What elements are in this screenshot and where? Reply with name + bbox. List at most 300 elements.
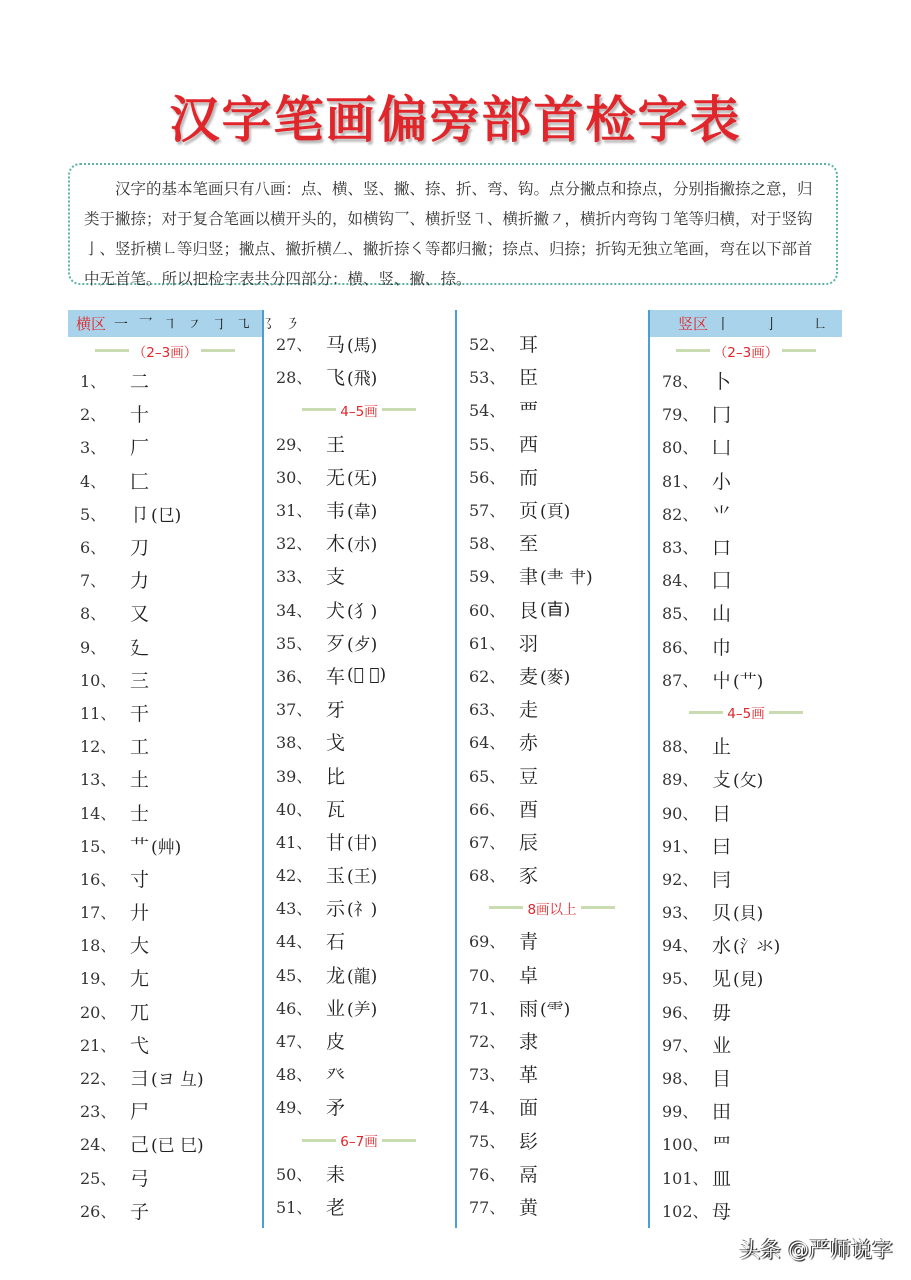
radical-entry bbox=[264, 460, 454, 493]
entry-number: 19、 bbox=[80, 969, 117, 989]
radical-char: 罒 bbox=[712, 1134, 732, 1157]
radical-entry bbox=[650, 1161, 842, 1194]
radical-entry bbox=[68, 696, 262, 729]
radical-entry bbox=[650, 1194, 842, 1227]
radical-entry bbox=[68, 1028, 262, 1061]
entry-number: 42、 bbox=[276, 866, 313, 886]
radical-entry bbox=[264, 1090, 454, 1123]
radical-entry bbox=[457, 1057, 647, 1090]
radical-char: 西 bbox=[519, 433, 539, 456]
radical-variant: (氵氺) bbox=[733, 937, 781, 958]
radical-char: 士 bbox=[130, 802, 150, 825]
radical-variant: (攵) bbox=[733, 771, 764, 792]
entry-number: 10、 bbox=[80, 670, 117, 690]
radical-char: 鬲 bbox=[519, 1163, 539, 1186]
radical-entry bbox=[264, 427, 454, 460]
entry-number: 45、 bbox=[276, 965, 313, 985]
radical-char: 至 bbox=[519, 533, 539, 556]
entry-number: 2、 bbox=[80, 405, 107, 425]
radical-entry bbox=[457, 758, 647, 791]
entry-number: 101、 bbox=[662, 1168, 709, 1188]
entry-number: 23、 bbox=[80, 1102, 117, 1122]
radical-char: 廴 bbox=[130, 636, 150, 659]
entry-number: 59、 bbox=[469, 567, 506, 587]
entry-number: 57、 bbox=[469, 501, 506, 521]
radical-entry bbox=[457, 1157, 647, 1190]
entry-number: 86、 bbox=[662, 637, 699, 657]
zone-label: 竖区 bbox=[678, 315, 709, 333]
radical-entry bbox=[68, 829, 262, 862]
radical-entry bbox=[68, 895, 262, 928]
entry-number: 26、 bbox=[80, 1201, 117, 1221]
entry-number: 63、 bbox=[469, 700, 506, 720]
entry-number: 7、 bbox=[80, 571, 107, 591]
radical-entry bbox=[264, 559, 454, 592]
radical-char: 厂 bbox=[130, 437, 150, 460]
radical-variant: (ヨ 彑) bbox=[151, 1070, 204, 1091]
radical-entry bbox=[264, 1190, 454, 1223]
zone-strokes: 丨 亅 ㇗ bbox=[716, 316, 827, 333]
radical-entry bbox=[68, 762, 262, 795]
entry-number: 35、 bbox=[276, 633, 313, 653]
entry-number: 33、 bbox=[276, 567, 313, 587]
entry-number: 87、 bbox=[662, 670, 699, 690]
entry-number: 50、 bbox=[276, 1164, 313, 1184]
radical-char: 韦 bbox=[326, 500, 346, 523]
entry-number: 96、 bbox=[662, 1002, 699, 1022]
divider-bar bbox=[302, 408, 336, 411]
radical-char: 力 bbox=[130, 570, 150, 593]
radical-char: 水 bbox=[712, 935, 732, 958]
radical-char: 王 bbox=[326, 433, 346, 456]
entry-number: 5、 bbox=[80, 504, 107, 524]
radical-entry bbox=[264, 493, 454, 526]
radical-variant: (⺾) bbox=[733, 671, 764, 692]
radical-entry bbox=[457, 792, 647, 825]
entry-number: 41、 bbox=[276, 832, 313, 852]
entry-number: 79、 bbox=[662, 405, 699, 425]
entry-number: 74、 bbox=[469, 1098, 506, 1118]
radical-char: 页 bbox=[519, 500, 539, 523]
radical-char: 囗 bbox=[712, 570, 732, 593]
radical-char: 弓 bbox=[130, 1167, 150, 1190]
radical-char: 青 bbox=[519, 931, 539, 954]
entry-number: 83、 bbox=[662, 538, 699, 558]
radical-char: 比 bbox=[326, 765, 346, 788]
radical-char: 彐 bbox=[130, 1068, 150, 1091]
divider-bar bbox=[689, 711, 723, 714]
radical-entry bbox=[457, 1124, 647, 1157]
entry-number: 39、 bbox=[276, 766, 313, 786]
radical-char: 业 bbox=[326, 997, 346, 1020]
radical-variant: (見) bbox=[733, 970, 764, 991]
entry-number: 94、 bbox=[662, 936, 699, 956]
radical-char: 子 bbox=[130, 1200, 150, 1223]
entry-number: 71、 bbox=[469, 998, 506, 1018]
entry-number: 1、 bbox=[80, 372, 107, 392]
radical-char: 卓 bbox=[519, 964, 539, 987]
radical-variant: (頁) bbox=[540, 502, 571, 523]
radical-char: 业 bbox=[712, 1034, 732, 1057]
entry-number: 21、 bbox=[80, 1035, 117, 1055]
radical-entry bbox=[650, 430, 842, 463]
radical-char: 玉 bbox=[326, 865, 346, 888]
divider-bar bbox=[95, 349, 129, 352]
radical-entry bbox=[264, 1024, 454, 1057]
radical-entry bbox=[68, 464, 262, 497]
radical-char: 豆 bbox=[519, 765, 539, 788]
entry-number: 98、 bbox=[662, 1069, 699, 1089]
radical-entry bbox=[457, 460, 647, 493]
radical-char: 屮 bbox=[712, 669, 732, 692]
entry-number: 43、 bbox=[276, 899, 313, 919]
radical-entry bbox=[457, 559, 647, 592]
radical-char: 矛 bbox=[326, 1097, 346, 1120]
radical-entry bbox=[68, 663, 262, 696]
column-2 bbox=[264, 327, 454, 1223]
entry-number: 84、 bbox=[662, 571, 699, 591]
entry-number: 18、 bbox=[80, 936, 117, 956]
entry-number: 58、 bbox=[469, 534, 506, 554]
radical-char: 干 bbox=[130, 702, 150, 725]
radical-entry bbox=[264, 924, 454, 957]
radical-char: 又 bbox=[130, 603, 150, 626]
radical-char: 土 bbox=[130, 769, 150, 792]
radical-char: 冂 bbox=[712, 404, 732, 427]
entry-number: 91、 bbox=[662, 836, 699, 856]
radical-char: 凵 bbox=[712, 437, 732, 460]
radical-entry bbox=[457, 659, 647, 692]
radical-variant: (貝) bbox=[733, 904, 764, 925]
entry-number: 40、 bbox=[276, 799, 313, 819]
radical-char: 艹 bbox=[130, 835, 150, 858]
entry-number: 55、 bbox=[469, 434, 506, 454]
radical-variant: (⺻ 肀) bbox=[540, 568, 593, 589]
radical-char: 癶 bbox=[326, 1064, 346, 1087]
radical-entry bbox=[650, 397, 842, 430]
radical-char: 匚 bbox=[130, 470, 150, 493]
radical-char: 日 bbox=[712, 802, 732, 825]
entry-number: 89、 bbox=[662, 770, 699, 790]
entry-number: 4、 bbox=[80, 471, 107, 491]
divider-bar bbox=[302, 1139, 336, 1142]
radical-char: 雨 bbox=[519, 997, 539, 1020]
section-label: 4–5画 bbox=[340, 403, 378, 420]
entry-number: 3、 bbox=[80, 438, 107, 458]
radical-char: ⺌ bbox=[712, 503, 732, 526]
divider-bar bbox=[489, 906, 523, 909]
radical-entry bbox=[650, 563, 842, 596]
entry-number: 17、 bbox=[80, 903, 117, 923]
entry-number: 75、 bbox=[469, 1131, 506, 1151]
radical-char: 口 bbox=[712, 537, 732, 560]
radical-variant: (艸) bbox=[151, 837, 182, 858]
entry-number: 81、 bbox=[662, 471, 699, 491]
radical-char: 走 bbox=[519, 699, 539, 722]
radical-entry bbox=[457, 526, 647, 559]
watermark: 头条 @严师说字 bbox=[739, 1238, 893, 1262]
radical-entry bbox=[457, 858, 647, 891]
radical-entry bbox=[650, 895, 842, 928]
section-label: 6–7画 bbox=[340, 1134, 378, 1151]
radical-entry bbox=[68, 1127, 262, 1160]
radical-char: 龙 bbox=[326, 964, 346, 987]
entry-number: 13、 bbox=[80, 770, 117, 790]
radical-char: 田 bbox=[712, 1101, 732, 1124]
radical-char: 艮 bbox=[519, 599, 539, 622]
entry-number: 25、 bbox=[80, 1168, 117, 1188]
radical-variant: (⻗) bbox=[540, 999, 571, 1020]
radical-char: 工 bbox=[130, 736, 150, 759]
radical-variant: (𠂡 車) bbox=[347, 665, 387, 686]
divider-bar bbox=[782, 349, 816, 352]
radical-char: 三 bbox=[130, 669, 150, 692]
radical-char: 隶 bbox=[519, 1031, 539, 1054]
radical-char: 兀 bbox=[130, 1001, 150, 1024]
radical-entry bbox=[457, 692, 647, 725]
radical-variant: (已 巳) bbox=[151, 1136, 204, 1157]
entry-number: 54、 bbox=[469, 401, 506, 421]
radical-entry bbox=[457, 393, 647, 426]
radical-char: 山 bbox=[712, 603, 732, 626]
radical-entry bbox=[68, 530, 262, 563]
radical-entry bbox=[457, 991, 647, 1024]
radical-variant: (⺶) bbox=[347, 999, 378, 1020]
entry-number: 64、 bbox=[469, 733, 506, 753]
radical-entry bbox=[68, 596, 262, 629]
radical-variant: (歺) bbox=[347, 634, 378, 655]
radical-char: 车 bbox=[326, 665, 346, 688]
radical-entry bbox=[68, 630, 262, 663]
radical-char: 而 bbox=[519, 466, 539, 489]
radical-variant: (王) bbox=[347, 867, 378, 888]
stroke-count-section bbox=[457, 891, 647, 924]
radical-entry bbox=[650, 464, 842, 497]
radical-entry bbox=[457, 958, 647, 991]
radical-entry bbox=[650, 961, 842, 994]
radical-entry bbox=[68, 995, 262, 1028]
divider-bar bbox=[769, 711, 803, 714]
radical-char: 飞 bbox=[326, 367, 346, 390]
entry-number: 95、 bbox=[662, 969, 699, 989]
radical-entry bbox=[264, 1157, 454, 1190]
entry-number: 61、 bbox=[469, 633, 506, 653]
radical-char: 歹 bbox=[326, 632, 346, 655]
entry-number: 100、 bbox=[662, 1135, 709, 1155]
radical-entry bbox=[457, 1190, 647, 1223]
radical-char: 弋 bbox=[130, 1034, 150, 1057]
entry-number: 20、 bbox=[80, 1002, 117, 1022]
radical-entry bbox=[68, 928, 262, 961]
entry-number: 51、 bbox=[276, 1197, 313, 1217]
radical-variant: (犭) bbox=[347, 601, 378, 622]
stroke-count-section bbox=[264, 393, 454, 426]
entry-number: 90、 bbox=[662, 803, 699, 823]
entry-number: 73、 bbox=[469, 1065, 506, 1085]
radical-char: 酉 bbox=[519, 798, 539, 821]
radical-entry bbox=[457, 360, 647, 393]
radical-entry bbox=[264, 858, 454, 891]
entry-number: 34、 bbox=[276, 600, 313, 620]
radical-entry bbox=[457, 825, 647, 858]
radical-char: 臣 bbox=[519, 367, 539, 390]
radical-entry bbox=[68, 961, 262, 994]
radical-char: 甘 bbox=[326, 831, 346, 854]
stroke-count-section bbox=[650, 337, 842, 364]
radical-entry bbox=[68, 795, 262, 828]
radical-entry bbox=[264, 825, 454, 858]
entry-number: 60、 bbox=[469, 600, 506, 620]
radical-char: 小 bbox=[712, 470, 732, 493]
entry-number: 77、 bbox=[469, 1197, 506, 1217]
radical-char: 赤 bbox=[519, 732, 539, 755]
radical-entry bbox=[264, 991, 454, 1024]
radical-entry bbox=[457, 427, 647, 460]
radical-variant: (麥) bbox=[540, 667, 571, 688]
section-label: 8画以上 bbox=[527, 901, 577, 918]
radical-char: 寸 bbox=[130, 868, 150, 891]
entry-number: 66、 bbox=[469, 799, 506, 819]
entry-number: 69、 bbox=[469, 932, 506, 952]
radical-entry bbox=[650, 762, 842, 795]
radical-char: 攴 bbox=[712, 769, 732, 792]
radical-char: 支 bbox=[326, 566, 346, 589]
radical-entry bbox=[68, 563, 262, 596]
radical-entry bbox=[264, 626, 454, 659]
entry-number: 102、 bbox=[662, 1201, 709, 1221]
entry-number: 9、 bbox=[80, 637, 107, 657]
entry-number: 82、 bbox=[662, 504, 699, 524]
stroke-count-section bbox=[650, 696, 842, 729]
radical-entry bbox=[650, 497, 842, 530]
radical-entry bbox=[68, 1061, 262, 1094]
entry-number: 46、 bbox=[276, 998, 313, 1018]
radical-char: 尢 bbox=[130, 968, 150, 991]
radical-entry bbox=[650, 663, 842, 696]
zone-header bbox=[650, 310, 842, 337]
radical-entry bbox=[68, 1194, 262, 1227]
entry-number: 12、 bbox=[80, 737, 117, 757]
radical-char: 豕 bbox=[519, 865, 539, 888]
entry-number: 68、 bbox=[469, 866, 506, 886]
radical-entry bbox=[264, 659, 454, 692]
entry-number: 11、 bbox=[80, 703, 117, 723]
radical-entry bbox=[457, 626, 647, 659]
entry-number: 29、 bbox=[276, 434, 313, 454]
entry-number: 36、 bbox=[276, 666, 313, 686]
page-title: 汉字笔画偏旁部首检字表 bbox=[169, 90, 742, 149]
radical-entry bbox=[264, 958, 454, 991]
stroke-count-section bbox=[264, 1124, 454, 1157]
radical-entry bbox=[264, 891, 454, 924]
radical-variant: (馬) bbox=[347, 336, 378, 357]
radical-char: 十 bbox=[130, 404, 150, 427]
entry-number: 24、 bbox=[80, 1135, 117, 1155]
entry-number: 14、 bbox=[80, 803, 117, 823]
radical-char: 髟 bbox=[519, 1130, 539, 1153]
radical-entry bbox=[650, 928, 842, 961]
radical-char: 止 bbox=[712, 736, 732, 759]
radical-char: 巾 bbox=[712, 636, 732, 659]
radical-entry bbox=[457, 593, 647, 626]
entry-number: 28、 bbox=[276, 368, 313, 388]
entry-number: 30、 bbox=[276, 467, 313, 487]
radical-char: 革 bbox=[519, 1064, 539, 1087]
entry-number: 52、 bbox=[469, 335, 506, 355]
radical-variant: (韋) bbox=[347, 502, 378, 523]
entry-number: 88、 bbox=[662, 737, 699, 757]
entry-number: 22、 bbox=[80, 1069, 117, 1089]
entry-number: 47、 bbox=[276, 1032, 313, 1052]
entry-number: 27、 bbox=[276, 335, 313, 355]
section-label: （2–3画） bbox=[132, 344, 198, 361]
radical-entry bbox=[264, 1057, 454, 1090]
radical-variant: (甘) bbox=[347, 833, 378, 854]
entry-number: 56、 bbox=[469, 467, 506, 487]
radical-entry bbox=[68, 729, 262, 762]
section-label: 4–5画 bbox=[727, 706, 765, 723]
radical-char: 老 bbox=[326, 1196, 346, 1219]
radical-entry bbox=[264, 360, 454, 393]
radical-char: 聿 bbox=[519, 566, 539, 589]
radical-char: 麦 bbox=[519, 665, 539, 688]
radical-char: 尸 bbox=[130, 1101, 150, 1124]
radical-entry bbox=[650, 829, 842, 862]
entry-number: 49、 bbox=[276, 1098, 313, 1118]
radical-char: 覀 bbox=[519, 400, 539, 423]
divider-bar bbox=[382, 408, 416, 411]
radical-entry bbox=[264, 725, 454, 758]
entry-number: 78、 bbox=[662, 372, 699, 392]
radical-char: 耒 bbox=[326, 1163, 346, 1186]
radical-char: 卜 bbox=[712, 371, 732, 394]
divider-bar bbox=[676, 349, 710, 352]
entry-number: 6、 bbox=[80, 538, 107, 558]
radical-entry bbox=[68, 1094, 262, 1127]
radical-entry bbox=[68, 1161, 262, 1194]
radical-char: 木 bbox=[326, 533, 346, 556]
radical-entry bbox=[457, 725, 647, 758]
radical-variant: (𥃭) bbox=[540, 599, 571, 620]
entry-number: 72、 bbox=[469, 1032, 506, 1052]
radical-char: 面 bbox=[519, 1097, 539, 1120]
divider-bar bbox=[382, 1139, 416, 1142]
entry-number: 97、 bbox=[662, 1035, 699, 1055]
radical-entry bbox=[457, 327, 647, 360]
radical-char: 目 bbox=[712, 1068, 732, 1091]
column-3 bbox=[457, 327, 647, 1223]
entry-number: 65、 bbox=[469, 766, 506, 786]
entry-number: 80、 bbox=[662, 438, 699, 458]
radical-char: 皿 bbox=[712, 1167, 732, 1190]
radical-char: 牙 bbox=[326, 699, 346, 722]
entry-number: 53、 bbox=[469, 368, 506, 388]
radical-entry bbox=[68, 397, 262, 430]
radical-entry bbox=[650, 364, 842, 397]
entry-number: 16、 bbox=[80, 869, 117, 889]
radical-char: 戈 bbox=[326, 732, 346, 755]
radical-char: 羽 bbox=[519, 632, 539, 655]
entry-number: 85、 bbox=[662, 604, 699, 624]
entry-number: 93、 bbox=[662, 903, 699, 923]
radical-entry bbox=[68, 862, 262, 895]
entry-number: 62、 bbox=[469, 666, 506, 686]
entry-number: 67、 bbox=[469, 832, 506, 852]
zone-label: 横区 bbox=[76, 315, 107, 333]
radical-char: 辰 bbox=[519, 831, 539, 854]
radical-entry bbox=[68, 430, 262, 463]
radical-entry bbox=[68, 497, 262, 530]
